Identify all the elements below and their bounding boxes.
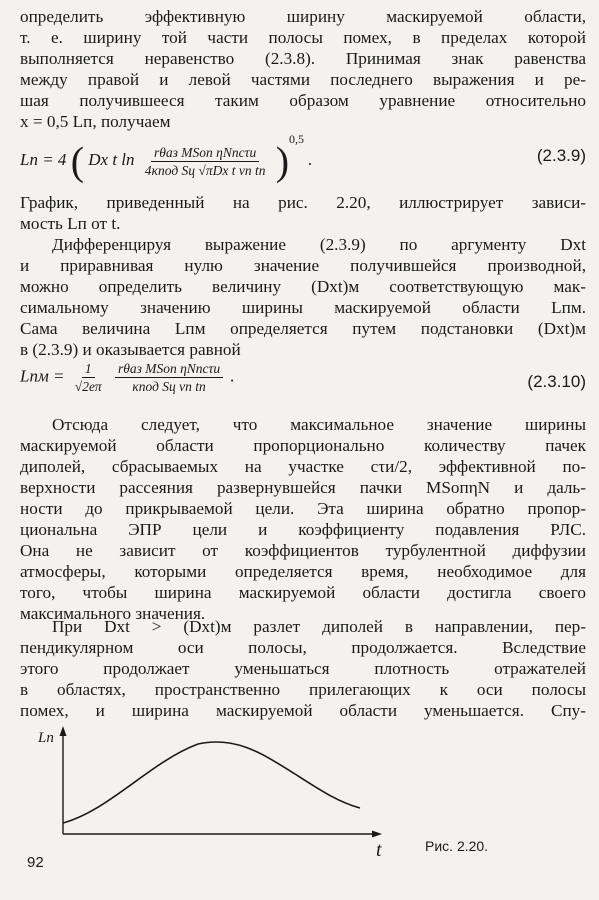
text-line: Дифференцируя выражение (2.3.9) по аргументу Dxt <box>52 235 586 254</box>
coefficient-fraction <box>72 360 105 395</box>
x-axis-arrow <box>372 831 382 838</box>
equation-fraction <box>115 360 223 395</box>
equation-2-3-10: Lпм = $\frac{1}{√2e\pi}$ $\frac{\text{rθаз MSоп ηNпcτи}}{\text{κпод Sц vп tп}}$ . (2.3.10) <box>20 361 586 394</box>
y-axis-arrow <box>60 726 67 736</box>
paragraph-3 <box>20 234 586 360</box>
text-line: верхности рассеяния развернувшейся пачки MSопηN и даль- <box>20 478 586 497</box>
denominator: 4κпод Sц √πDx t vп tп <box>144 162 266 178</box>
close-paren: ) <box>275 138 290 184</box>
exponent: 0,5 <box>289 132 305 146</box>
text-line: x = 0,5 Lп, получаем <box>20 112 171 131</box>
text-line: маскируемой области пропорционально количеству пачек <box>20 436 586 455</box>
text-line: максимального значения. <box>20 604 206 623</box>
text-line: можно определить величину (Dxt)м соответствующую мак- <box>20 277 586 296</box>
paragraph-2 <box>20 192 586 234</box>
text-line: При Dxt > (Dxt)м разлет диполей в направлении, пер- <box>52 617 586 636</box>
equation-lhs: Lпм = <box>20 366 65 386</box>
text-line: мость Lп от t. <box>20 214 121 233</box>
text-line: определить эффективную ширину маскируемой области, <box>20 7 586 26</box>
y-axis-label: Lп <box>38 730 54 746</box>
paragraph-4 <box>20 414 586 624</box>
page-number: 92 <box>27 854 44 871</box>
text-line: шая получившееся таким образом уравнение относительно <box>20 91 586 110</box>
equation-2-3-9: Lп = 4 ( Dx t ln $\frac{\text{rθаз MSоп ηNпcτи}}{\text{4κпод Sц √πDx t vп tп}}$ )$^{0,5}$ . (2.3.9) <box>20 132 586 184</box>
equation-fraction <box>142 144 269 179</box>
text-line: График, приведенный на рис. 2.20, иллюстрирует зависи- <box>20 193 586 212</box>
paragraph-5 <box>20 616 586 721</box>
figure-2-20 <box>20 722 400 862</box>
text-line: Отсюда следует, что максимальное значение ширины <box>52 415 586 434</box>
open-paren: ( <box>70 138 85 184</box>
curve-Lp-vs-t <box>63 742 360 823</box>
x-axis-label: t <box>376 839 382 861</box>
text-line: пендикулярном оси полосы, продолжается. Вследствие <box>20 638 586 657</box>
numerator: rθаз MSоп ηNпcτи <box>151 144 259 162</box>
text-line: того, чтобы ширина маскируемой области достигла своего <box>20 583 586 602</box>
text-line: т. е. ширину той части полосы помех, в пределах которой <box>20 28 586 47</box>
text-line: ности до прикрываемой цели. Эта ширина обратно пропор- <box>20 499 586 518</box>
paragraph-1 <box>20 6 586 132</box>
equation-number: (2.3.10) <box>527 372 586 391</box>
equation-number: (2.3.9) <box>536 146 586 165</box>
text-line: помех, и ширина маскируемой области уменьшается. Спу- <box>20 701 586 720</box>
text-line: диполей, сбрасываемых на участке cτи/2, эффективной по- <box>20 457 586 476</box>
denominator: √2eπ <box>74 379 102 394</box>
text-line: в (2.3.9) и оказывается равной <box>20 340 241 359</box>
denominator: κпод Sц vп tп <box>132 379 206 394</box>
equation-pre: Dx t ln <box>88 150 135 169</box>
numerator: rθаз MSоп ηNпcτи <box>115 360 223 378</box>
numerator: 1 <box>82 360 95 378</box>
text-line: атмосферы, которыми определяется время, необходимое для <box>20 562 586 581</box>
text-line: и приравнивая нулю значение получившейся производной, <box>20 256 586 275</box>
text-line: симальному значению ширины маскируемой области Lпм. <box>20 298 586 317</box>
text-line: в областях, пространственно прилегающих к оси полосы <box>20 680 586 699</box>
figure-caption: Рис. 2.20. <box>425 838 489 854</box>
text-line: между правой и левой частями последнего выражения и ре- <box>20 70 586 89</box>
text-line: циональна ЭПР цели и коэффициенту подавления РЛС. <box>20 520 586 539</box>
text-line: этого продолжает уменьшаться плотность отражателей <box>20 659 586 678</box>
text-line: Она не зависит от коэффициентов турбулентной диффузии <box>20 541 586 560</box>
text-line: выполняется неравенство (2.3.8). Принимая знак равенства <box>20 49 586 68</box>
equation-lhs: Lп = 4 <box>20 150 67 169</box>
text-line: Сама величина Lпм определяется путем подстановки (Dxt)м <box>20 319 586 338</box>
